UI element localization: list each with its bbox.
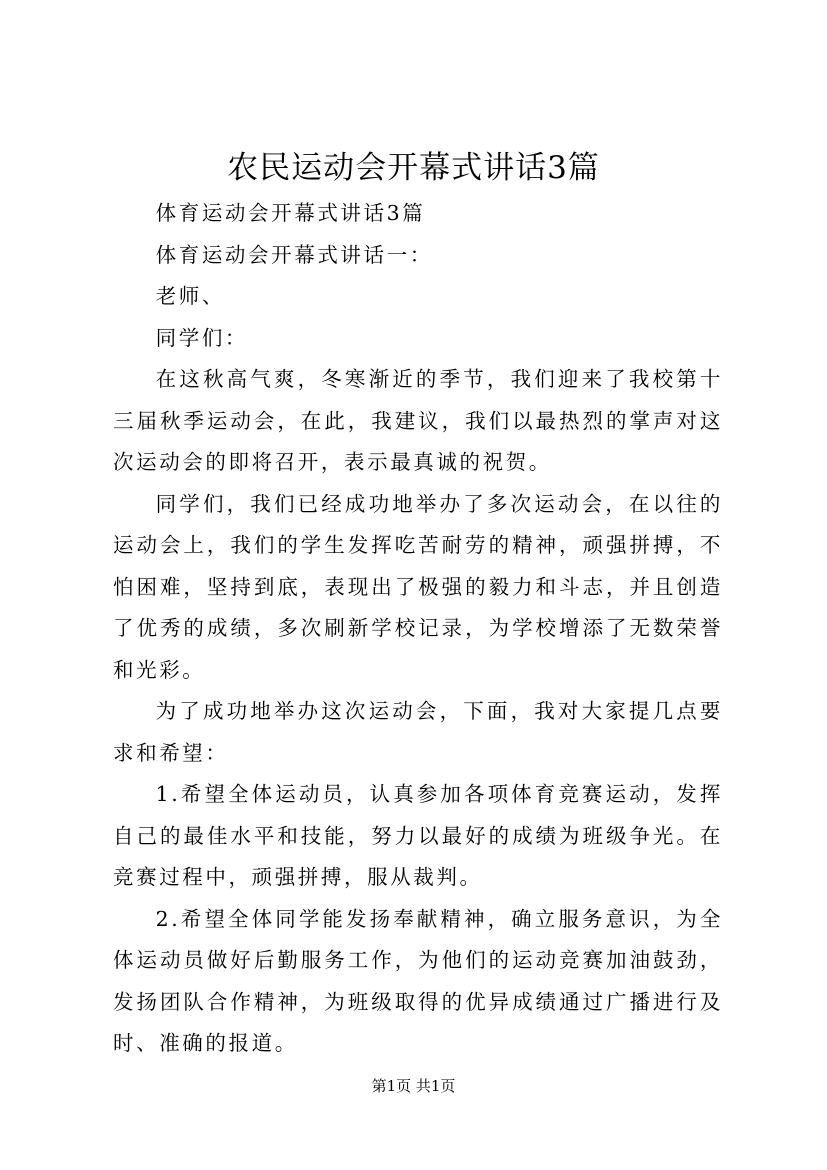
paragraph-subtitle: 体育运动会开幕式讲话3篇 — [155, 201, 426, 225]
paragraph-past-achievements: 同学们，我们已经成功地举办了多次运动会，在以往的运动会上，我们的学生发挥吃苦耐劳的精神，顽强拼搏，不怕困难，坚持到底，表现出了极强的毅力和斗志，并且创造了优秀的成绩，多次刷新学校记录，为学校增添了无数荣誉和光彩。 — [113, 491, 723, 682]
paragraph-speech-heading: 体育运动会开幕式讲话一： — [155, 242, 433, 267]
paragraph-salutation-teachers: 老师、 — [155, 284, 225, 308]
paragraph-opening: 在这秋高气爽，冬寒渐近的季节，我们迎来了我校第十三届秋季运动会，在此，我建议，我们以最热烈的掌声对这次运动会的即将召开，表示最真诚的祝贺。 — [113, 367, 723, 474]
page-number-footer: 第1页 共1页 — [371, 1077, 456, 1095]
paragraph-requirement-2: 2.希望全体同学能发扬奉献精神，确立服务意识，为全体运动员做好后勤服务工作，为他们的运动竞赛加油鼓劲，发扬团队合作精神，为班级取得的优异成绩通过广播进行及时、准确的报道。 — [113, 906, 723, 1055]
document-title: 农民运动会开幕式讲话3篇 — [227, 150, 600, 186]
paragraph-salutation-students: 同学们： — [155, 325, 249, 350]
paragraph-requirement-1: 1.希望全体运动员，认真参加各项体育竞赛运动，发挥自己的最佳水平和技能，努力以最好的成绩为班级争光。在竞赛过程中，顽强拼搏，服从裁判。 — [113, 782, 723, 889]
paragraph-requirements-intro: 为了成功地举办这次运动会，下面，我对大家提几点要求和希望： — [113, 699, 723, 765]
document-body — [113, 193, 723, 1065]
